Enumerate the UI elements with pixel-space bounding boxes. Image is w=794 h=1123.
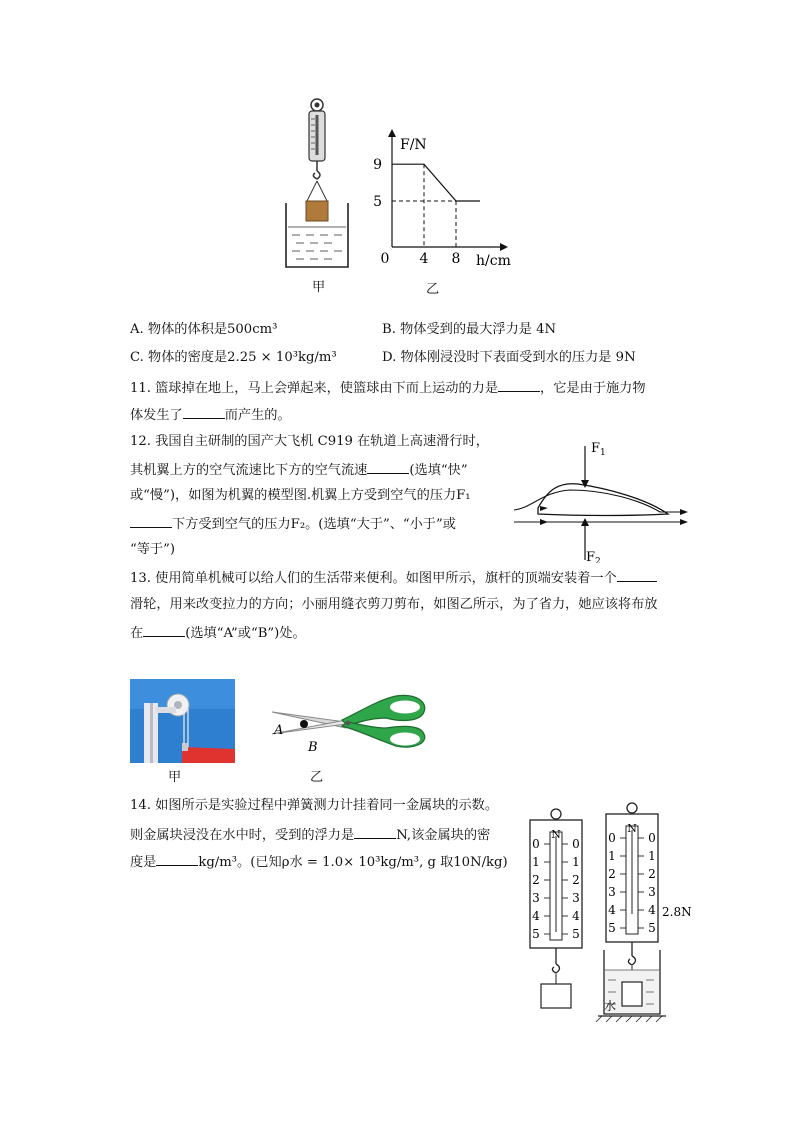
q13-text-c: (选填“A”或“B”)处。 — [185, 626, 306, 641]
scale-tick-left: 3 — [608, 885, 616, 899]
scissors-label-b: B — [308, 740, 318, 755]
q11-line-1 — [130, 377, 646, 399]
q14-text-d: kg/m³。(已知ρ水 = 1.0× 10³kg/m³, g 取10N/kg) — [198, 855, 508, 870]
q10-option-d: D. 物体刚浸没时下表面受到水的压力是 9N — [382, 350, 636, 365]
water-label: 水 — [604, 999, 617, 1013]
x-tick-label: 8 — [451, 251, 461, 267]
scissors-diagram — [268, 688, 430, 760]
origin-label: 0 — [380, 251, 390, 267]
q13-figure-label-yi: 乙 — [310, 770, 324, 785]
left-scale-unit: N — [551, 828, 561, 841]
q11-text-a: 11. 篮球掉在地上，马上会弹起来，使篮球由下而上运动的力是 — [130, 381, 499, 396]
scale-tick-right: 3 — [648, 885, 656, 899]
q13-blank-2 — [143, 622, 185, 637]
chart-series-line — [392, 164, 480, 201]
q14-blank-2 — [156, 851, 198, 866]
q13-figure-label-jia: 甲 — [168, 770, 182, 785]
q11-blank-2 — [183, 404, 225, 419]
q14-text-b: N,该金属块的密 — [396, 828, 491, 843]
q12-blank-1 — [367, 459, 409, 474]
figure-label-jia: 甲 — [312, 280, 326, 295]
scale-tick-right: 5 — [648, 921, 656, 935]
scale-tick-right: 4 — [572, 909, 580, 923]
scale-tick-right: 4 — [648, 903, 656, 917]
left-spring-scale — [530, 809, 582, 1008]
f2-label: $F_2$ — [586, 550, 601, 563]
scale-tick-left: 1 — [608, 849, 616, 863]
q10-option-c: C. 物体的密度是2.25 × 10³kg/m³ — [130, 350, 337, 365]
force-depth-chart — [360, 125, 520, 275]
q11-line-2 — [130, 404, 291, 426]
q12-text-c: 下方受到空气的压力F₂。(选填“大于”、“小于”或 — [172, 517, 456, 532]
scale-tick-left: 2 — [608, 867, 616, 881]
q14-text-c: 度是 — [130, 855, 157, 870]
q14-line-2 — [130, 824, 490, 846]
q11-text-c: 体发生了 — [130, 408, 183, 423]
scale-tick-left: 0 — [532, 837, 540, 851]
q11-blank-1 — [498, 377, 540, 392]
q14-line-1: 14. 如图所示是实验过程中弹簧测力计挂着同一金属块的示数。 — [130, 798, 499, 813]
q13-line-1 — [130, 567, 657, 589]
figure-label-yi: 乙 — [426, 282, 440, 297]
scale-tick-right: 5 — [572, 927, 580, 941]
q12-text-b: (选填“快” — [409, 463, 468, 478]
q12-line-1: 12. 我国自主研制的国产大飞机 C919 在轨道上高速滑行时， — [130, 434, 489, 449]
f1-label: $F_1$ — [591, 441, 606, 458]
q11-text-b: ，它是由于施力物 — [540, 381, 646, 396]
y-tick-labels — [373, 157, 382, 210]
y-tick-label: 9 — [373, 157, 382, 174]
right-scale-unit: N — [627, 822, 637, 835]
q12-text-a: 其机翼上方的空气流速比下方的空气流速 — [130, 463, 368, 478]
scale-tick-left: 3 — [532, 891, 540, 905]
q12-line-4 — [130, 513, 456, 535]
scale-tick-right: 3 — [572, 891, 580, 905]
scale-tick-left: 4 — [532, 909, 540, 923]
q12-line-5: “等于”) — [130, 542, 176, 557]
q11-text-d: 而产生的。 — [224, 408, 291, 423]
q13-text-b: 在 — [130, 626, 144, 641]
scale-tick-right: 0 — [572, 837, 580, 851]
wing-model-diagram — [510, 438, 690, 563]
q13-line-2: 滑轮，用来改变拉力的方向；小丽用缝衣剪刀剪布，如图乙所示，为了省力，她应该将布放 — [130, 597, 658, 612]
y-axis-label: F/N — [400, 137, 427, 153]
y-tick-label: 5 — [373, 194, 382, 210]
flagpole-pulley-photo — [130, 679, 235, 763]
scale-tick-left: 4 — [608, 903, 616, 917]
q12-blank-2 — [130, 513, 172, 528]
q10-option-a: A. 物体的体积是500cm³ — [130, 322, 278, 337]
q13-blank-1 — [617, 567, 657, 582]
scale-tick-left: 2 — [532, 873, 540, 887]
scale-tick-right: 2 — [648, 867, 656, 881]
q13-line-3 — [130, 622, 306, 644]
right-spring-scale — [596, 803, 692, 1022]
scale-tick-left: 5 — [608, 921, 616, 935]
scale-tick-left: 0 — [608, 831, 616, 845]
scale-reading: 2.8N — [662, 905, 692, 919]
scale-tick-right: 2 — [572, 873, 580, 887]
q10-option-b: B. 物体受到的最大浮力是 4N — [382, 322, 557, 337]
scale-tick-left: 5 — [532, 927, 540, 941]
q14-text-a: 则金属块浸没在水中时，受到的浮力是 — [130, 828, 355, 843]
scale-tick-right: 1 — [572, 855, 580, 869]
scale-tick-right: 1 — [648, 849, 656, 863]
chart-guide-lines — [392, 164, 456, 247]
q14-blank-1 — [354, 824, 396, 839]
q12-line-3: 或“慢”)，如图为机翼的模型图.机翼上方受到空气的压力F₁ — [130, 488, 471, 503]
q12-line-2 — [130, 459, 468, 481]
q14-line-3 — [130, 851, 508, 873]
x-tick-label: 4 — [419, 251, 429, 267]
spring-scales-diagram — [520, 802, 700, 1024]
q13-text-a: 13. 使用简单机械可以给人们的生活带来便利。如图甲所示，旗杆的顶端安装着一个 — [130, 571, 617, 586]
scale-tick-left: 1 — [532, 855, 540, 869]
x-axis-label: h/cm — [476, 253, 511, 269]
scissors-label-a: A — [274, 723, 284, 738]
scale-tick-right: 0 — [648, 831, 656, 845]
x-tick-labels — [420, 251, 461, 267]
